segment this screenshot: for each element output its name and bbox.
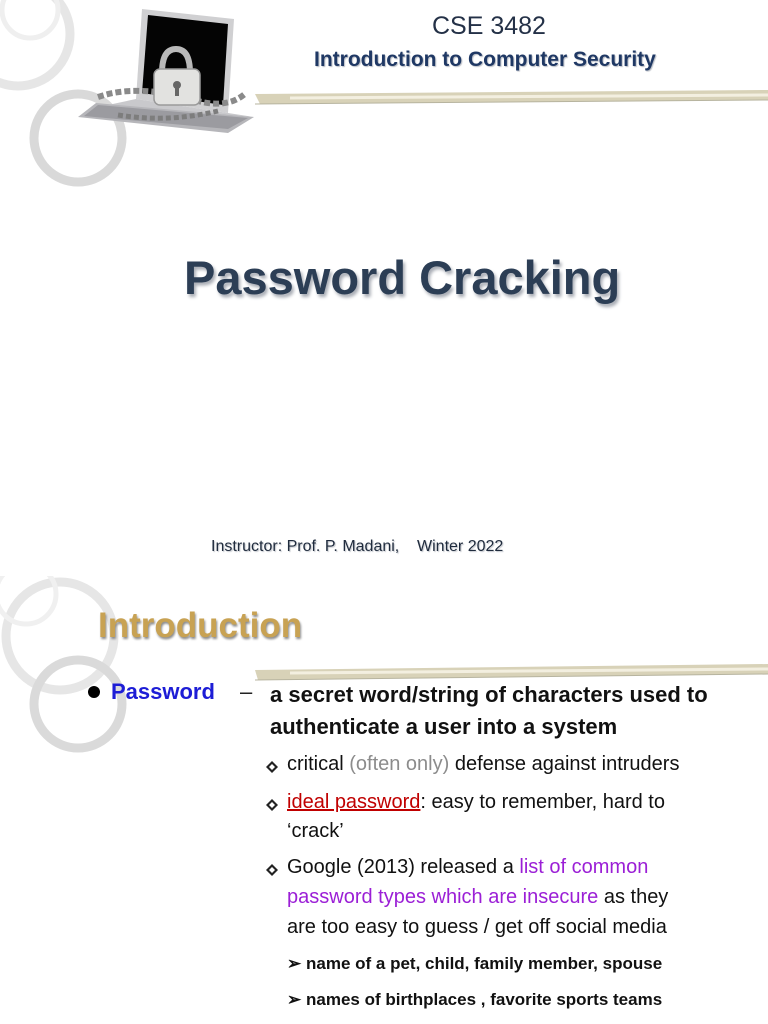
subbullet-line — [287, 886, 668, 909]
bullet-term: Password — [111, 679, 215, 704]
diamond-bullet-icon — [265, 760, 279, 774]
laptop-with-padlock-image — [78, 5, 256, 133]
definition-line-2: authenticate a user into a system — [270, 714, 618, 739]
arrow-item — [287, 954, 662, 974]
arrow-item-text: name of a pet, child, family member, spouse — [305, 954, 663, 973]
instructor-name: Instructor: Prof. P. Madani, — [211, 538, 400, 555]
arrow-item-text: names of birthplaces , favorite sports teams — [305, 990, 663, 1009]
introduction-slide — [0, 576, 768, 1024]
term-label: Winter 2022 — [417, 538, 504, 555]
subbullet-text: as they — [603, 886, 669, 908]
course-code: CSE 3482 — [432, 12, 546, 40]
arrow-item — [287, 990, 662, 1010]
diamond-bullet-icon — [265, 863, 279, 877]
arrow-bullet-icon: ➢ — [287, 990, 302, 1009]
section-title: Introduction — [98, 606, 303, 645]
subbullet-ideal-password — [287, 791, 665, 814]
subbullet-text: critical — [287, 753, 344, 775]
subbullet-google — [287, 856, 648, 879]
subbullet-critical — [287, 753, 679, 776]
instructor-line — [211, 538, 503, 556]
subbullet-text: Google (2013) released a — [287, 856, 514, 878]
slide-title: Password Cracking — [184, 251, 621, 304]
subbullet-line: are too easy to guess / get off social media — [287, 916, 667, 938]
subbullet-gray-text: (often only) — [349, 753, 450, 775]
subbullet-line: ‘crack’ — [287, 820, 344, 842]
subbullet-text: defense against intruders — [454, 753, 680, 775]
diamond-bullet-icon — [265, 798, 279, 812]
bullet-dot-icon — [88, 686, 100, 698]
ideal-password-link: ideal password — [287, 791, 421, 813]
arrow-bullet-icon: ➢ — [287, 954, 302, 973]
subbullet-purple-text: password types which are insecure — [287, 886, 599, 908]
bullet-dash: – — [240, 679, 253, 704]
definition-line-1: a secret word/string of characters used to — [270, 682, 708, 707]
subbullet-text: : easy to remember, hard to — [420, 791, 665, 813]
subbullet-purple-text: list of common — [519, 856, 649, 878]
course-name: Introduction to Computer Security — [314, 48, 656, 71]
